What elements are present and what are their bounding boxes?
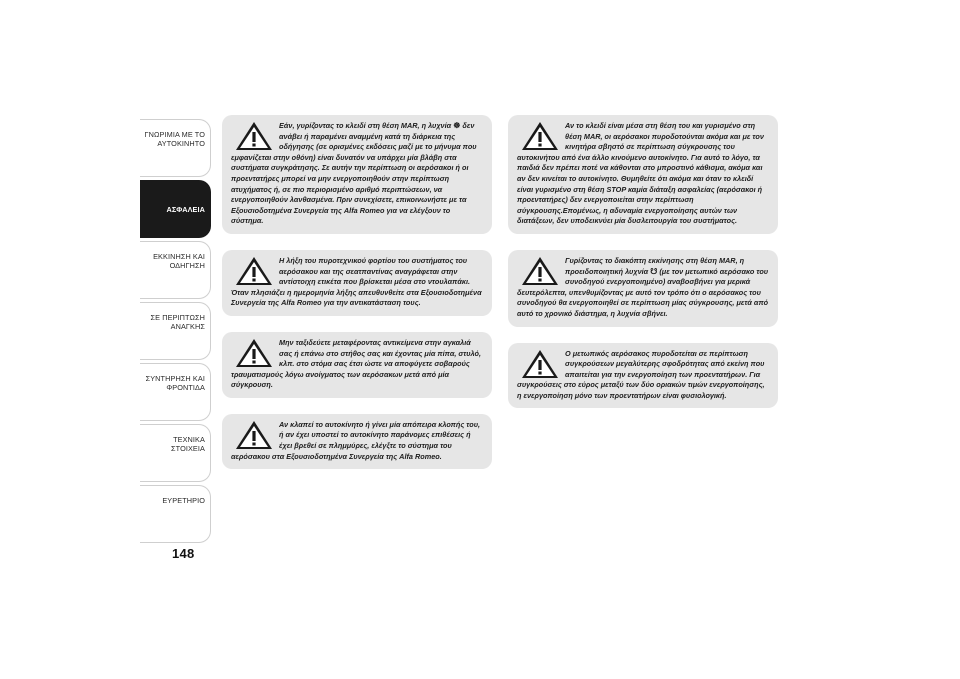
warning-text: Η λήξη του πυροτεχνικού φορτίου του συστήματος του αερόσακου και της σεατπαντίνας αναγράφεται στην αντίστοιχη ετικέτα που βρίσκεται μέσα στο ντουλαπάκι. Όταν πλησιάζει η ημερομηνία λήξης απευθυνθείτε στα Εξουσιοδοτημένα Συνεργεία της Alfa Romeo για την αντικατάσταση τους.: [231, 255, 482, 308]
warning-text-part: (με τον μετωπικό αερόσακο του συνοδηγού ενεργοποιημένο) αναβοσβήνει για μερικά δευτερόλεπτα, υπενθυμίζοντας με αυτό τον τρόπο ότι ο αερόσακος του συνοδηγού θα ενεργοποιηθεί σε περίπτωση μίας σύγκρουσης, μετά από αυτό το χρονικό διάστημα, η λυχνία σβήνει.: [517, 266, 769, 318]
warning-text-part: Γυρίζοντας το διακόπτη εκκίνησης στη θέση MAR, η προειδοποιητική λυχνία: [565, 255, 745, 276]
warning-box: [222, 332, 492, 398]
tab-technical-data[interactable]: [140, 424, 211, 482]
warning-triangle-icon: [235, 256, 273, 286]
tab-label: ΓΝΩΡΙΜΙΑ ΜΕ ΤΟ ΑΥΤΟΚΙΝΗΤΟ: [144, 130, 205, 148]
tab-index[interactable]: [140, 485, 211, 543]
warning-box: [222, 250, 492, 316]
tab-safety[interactable]: [140, 180, 211, 238]
warning-box: [222, 115, 492, 234]
warning-text: Ο μετωπικός αερόσακος πυροδοτείται σε περίπτωση συγκρούσεων μεγαλύτερης σφοδρότητας από εκείνη που απαιτείται για την ενεργοποίηση των προεντατήρων. Για συγκρούσεις στο εύρος μεταξύ των δύο οριακών τιμών ενεργοποίησης, η ενεργοποίηση μόνο των προεντατήρων είναι φυσιολογική.: [517, 348, 765, 400]
right-column: [508, 115, 778, 424]
page-number: 148: [172, 546, 195, 561]
warning-triangle-icon: [521, 121, 559, 151]
warning-text-part: δεν ανάβει ή παραμένει αναμμένη κατά τη διάρκεια της οδήγησης (σε ορισμένες εκδόσεις μαζί με το μήνυμα που εμφανίζεται στην οθόνη) είναι δυνατόν να υπάρχει μία βλάβη στα συστήματα συγκράτησης. Σε αυτήν την περίπτωση οι αερόσακοι ή οι προεντατήρες μπορεί να μην ενεργοποιηθούν στην περίπτωση ατυχήματος ή, σε πιο περιορισμένο αριθμό περιπτώσεων, να ενεργοποιηθούν λανθασμένα. Πριν συνεχίσετε, επικοινωνήστε με τα Εξουσιοδοτημένα Συνεργεία της Alfa Romeo για να ελέγξουν το σύστημα.: [231, 121, 477, 226]
warning-triangle-icon: [521, 256, 559, 286]
tab-label: ΤΕΧΝΙΚΑ ΣΤΟΙΧΕΙΑ: [171, 435, 205, 453]
tab-maintenance[interactable]: [140, 363, 211, 421]
tab-emergency[interactable]: [140, 302, 211, 360]
warning-triangle-icon: [235, 121, 273, 151]
warning-triangle-icon: [521, 349, 559, 379]
tab-label: ΣΕ ΠΕΡΙΠΤΩΣΗ ΑΝΑΓΚΗΣ: [150, 313, 205, 331]
warning-box: [508, 343, 778, 409]
tab-label: ΕΚΚΙΝΗΣΗ ΚΑΙ ΟΔΗΓΗΣΗ: [153, 252, 205, 270]
tab-label: ΣΥΝΤΗΡΗΣΗ ΚΑΙ ΦΡΟΝΤΙΔΑ: [145, 374, 205, 392]
passenger-airbag-icon: ☋: [650, 266, 658, 276]
warning-box: [222, 414, 492, 469]
tab-label: ΑΣΦΑΛΕΙΑ: [166, 205, 205, 214]
tab-starting-driving[interactable]: [140, 241, 211, 299]
warning-text: Αν κλαπεί το αυτοκίνητο ή γίνει μία απόπειρα κλοπής του, ή αν έχει υποστεί το αυτοκίνητο παράνομες επιθέσεις ή έχει βρεθεί σε πλημμύρες, ελέγξτε το σύστημα του αερόσακου στα Εξουσιοδοτημένα Συνεργεία της Alfa Romeo.: [231, 419, 481, 461]
warning-triangle-icon: [235, 338, 273, 368]
chapter-tabs: [140, 119, 211, 546]
warning-text-part: Εάν, γυρίζοντας το κλειδί στη θέση MAR, η λυχνία: [279, 121, 454, 130]
left-column: [222, 115, 492, 485]
warning-text: Αν το κλειδί είναι μέσα στη θέση του και γυρισμένο στη θέση MAR, οι αερόσακοι πυροδοτούνται ακόμα και με τον κινητήρα σβηστό σε περίπτωση σύγκρουσης του αυτοκινήτου από ένα άλλο κινούμενο αυτοκίνητο. Για αυτό το λόγο, τα παιδιά δεν πρέπει ποτέ να κάθονται στο μπροστινό κάθισμα, ακόμα και αν δεν κινείται το αυτοκίνητο. Θυμηθείτε ότι ακόμα και όταν το κλειδί είναι γυρισμένο στη θέση STOP καμία διάταξη ασφαλείας (αερόσακοι ή προεντατήρες) δεν ενεργοποιείται στην περίπτωση σύγκρουσης.Επομένως, η αδυναμία ενεργοποίησης αυτών των διατάξεων, δεν υποδεικνύει μία δυσλειτουργία του συστήματος.: [517, 121, 764, 226]
warning-triangle-icon: [235, 420, 273, 450]
warning-box: [508, 250, 778, 327]
warning-text: Μην ταξιδεύετε μεταφέροντας αντικείμενα στην αγκαλιά σας ή επάνω στο στήθος σας και έχοντας μία πίπα, στυλό, κλπ. στο στόμα σας έτσι ώστε να αποφύγετε σοβαρούς τραυματισμούς λόγω ανοίγματος των αερόσακων μετά από μία σύγκρουση.: [231, 337, 481, 390]
tab-getting-to-know[interactable]: [140, 119, 211, 177]
warning-box: [508, 115, 778, 234]
tab-label: ΕΥΡΕΤΗΡΙΟ: [162, 496, 205, 505]
airbag-warning-lamp-icon: ☸: [453, 121, 461, 130]
